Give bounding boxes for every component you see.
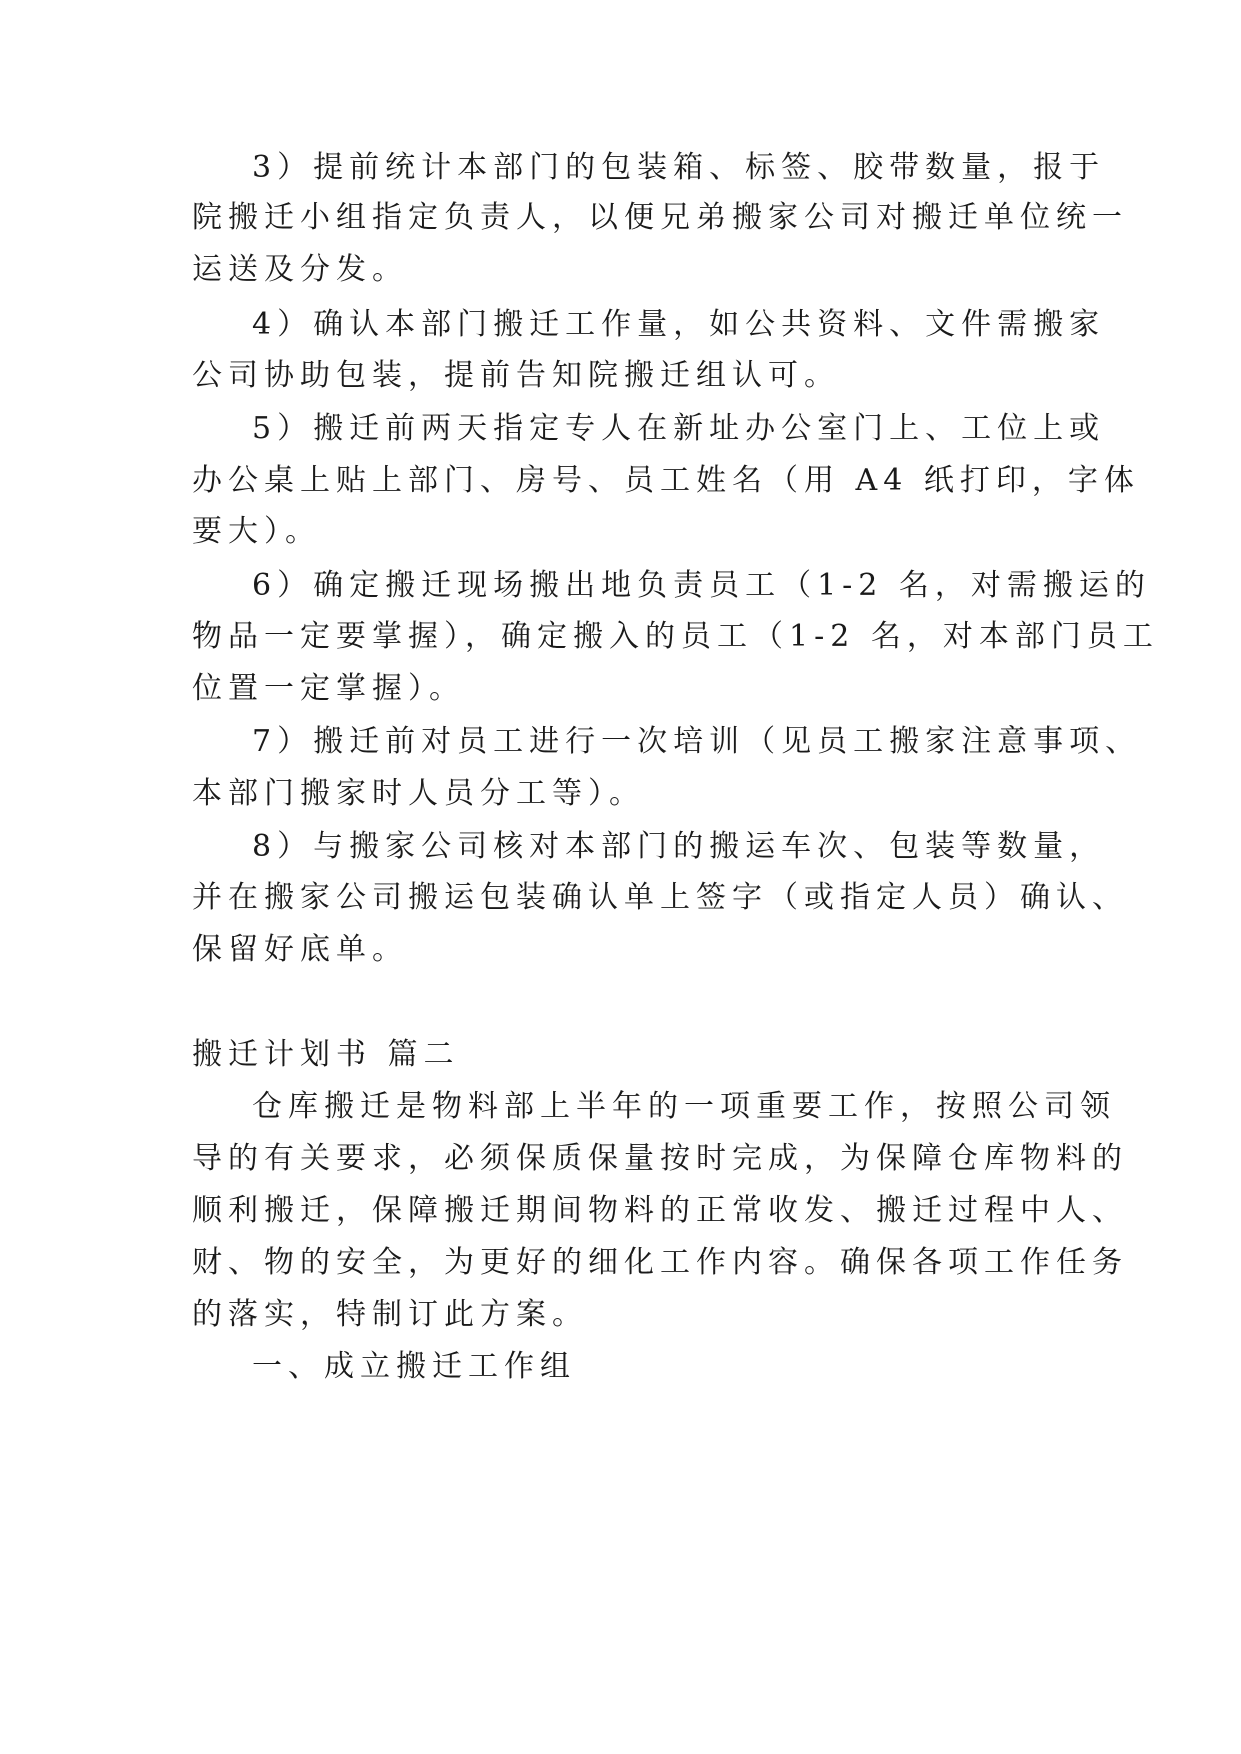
item-8-line-3: 保留好底单。 bbox=[192, 932, 408, 967]
item-6-line-2: 物品一定要掌握），确定搬入的员工（1-2 名，对本部门员工 bbox=[192, 619, 1159, 654]
item-6-line-1: 6）确定搬迁现场搬出地负责员工（1-2 名，对需搬运的 bbox=[252, 568, 1151, 603]
item-3-line-3: 运送及分发。 bbox=[192, 252, 408, 287]
item-5-line-2: 办公桌上贴上部门、房号、员工姓名（用 A4 纸打印，字体 bbox=[192, 463, 1140, 498]
item-8-line-1: 8）与搬家公司核对本部门的搬运车次、包装等数量， bbox=[252, 829, 1106, 864]
intro-paragraph-line-3: 顺利搬迁，保障搬迁期间物料的正常收发、搬迁过程中人、 bbox=[192, 1193, 1128, 1228]
item-4-line-1: 4）确认本部门搬迁工作量，如公共资料、文件需搬家 bbox=[252, 307, 1106, 342]
item-5-line-1: 5）搬迁前两天指定专人在新址办公室门上、工位上或 bbox=[252, 411, 1106, 446]
item-6-line-3: 位置一定掌握）。 bbox=[192, 671, 465, 706]
item-7-line-1: 7）搬迁前对员工进行一次培训（见员工搬家注意事项、 bbox=[252, 724, 1142, 759]
section-heading: 搬迁计划书 篇二 bbox=[192, 1037, 460, 1072]
intro-paragraph-line-5: 的落实，特制订此方案。 bbox=[192, 1297, 588, 1332]
subsection-heading: 一、成立搬迁工作组 bbox=[252, 1349, 576, 1384]
item-5-line-3: 要大）。 bbox=[192, 514, 321, 549]
intro-paragraph-line-4: 财、物的安全，为更好的细化工作内容。确保各项工作任务 bbox=[192, 1245, 1128, 1280]
item-4-line-2: 公司协助包装，提前告知院搬迁组认可。 bbox=[192, 358, 840, 393]
item-3-line-2: 院搬迁小组指定负责人，以便兄弟搬家公司对搬迁单位统一 bbox=[192, 200, 1128, 235]
intro-paragraph-line-2: 导的有关要求，必须保质保量按时完成，为保障仓库物料的 bbox=[192, 1141, 1128, 1176]
item-7-line-2: 本部门搬家时人员分工等）。 bbox=[192, 776, 645, 811]
item-8-line-2: 并在搬家公司搬运包装确认单上签字（或指定人员）确认、 bbox=[192, 880, 1128, 915]
item-3-line-1: 3）提前统计本部门的包装箱、标签、胶带数量，报于 bbox=[252, 150, 1106, 185]
intro-paragraph-line-1: 仓库搬迁是物料部上半年的一项重要工作，按照公司领 bbox=[252, 1089, 1116, 1124]
